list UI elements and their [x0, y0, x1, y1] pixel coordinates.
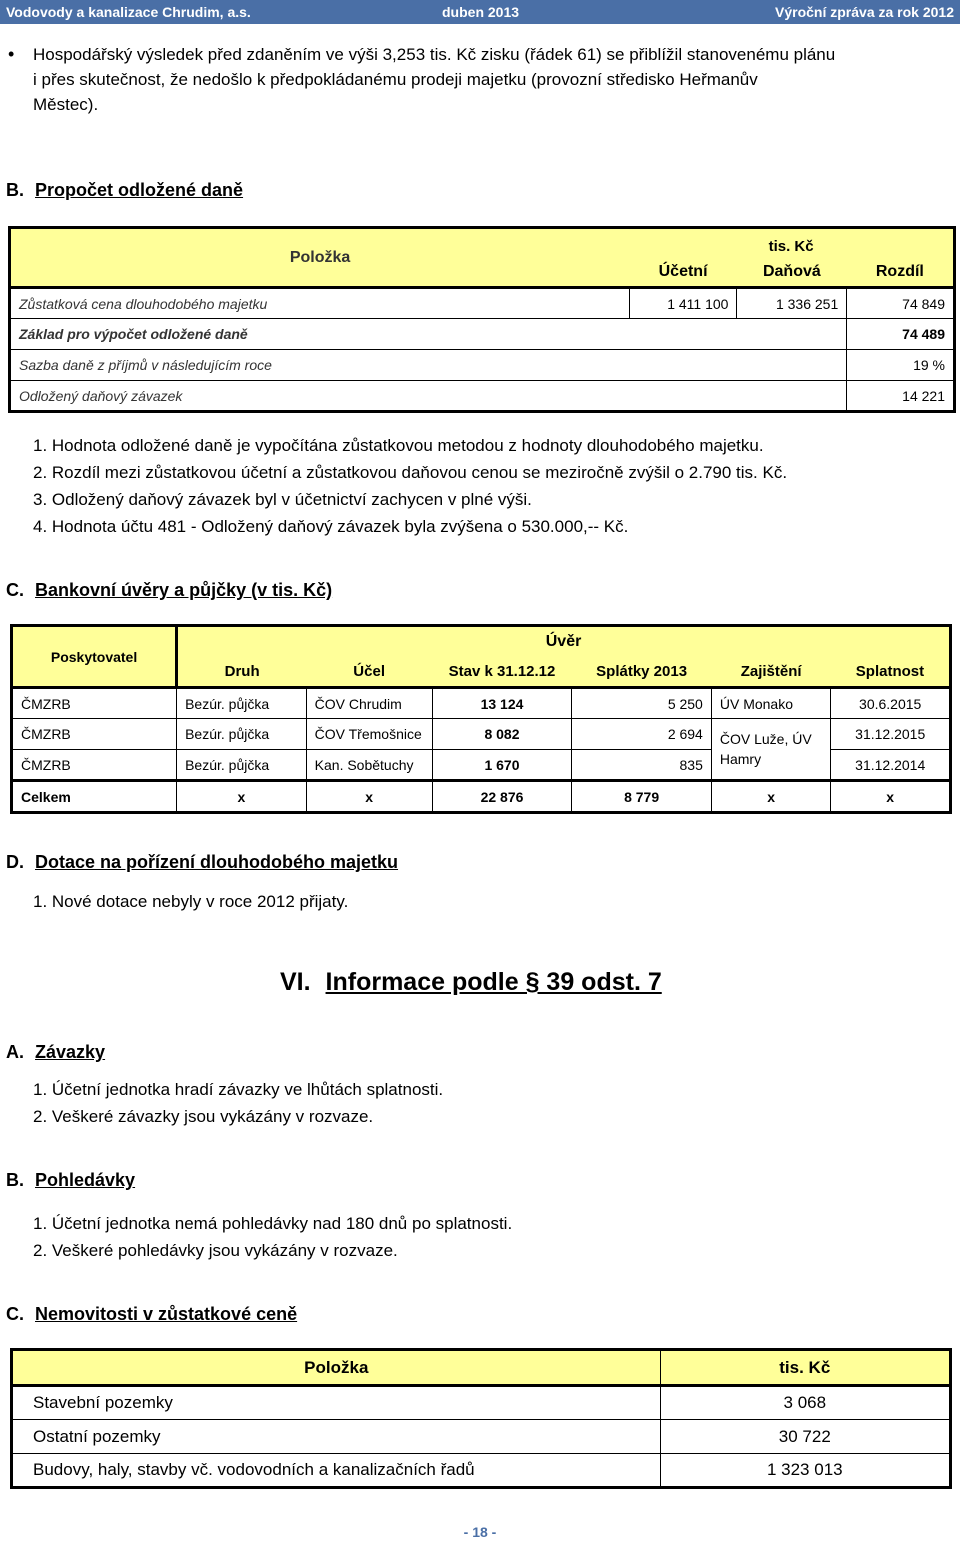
col-header-tax: Daňová [737, 258, 847, 288]
note-item: 1. Účetní jednotka nemá pohledávky nad 180 dnů po splatnosti. [33, 1214, 513, 1233]
row-label: Sazba daně z příjmů v následujícím roce [10, 350, 847, 381]
row-label: Základ pro výpočet odložené daně [10, 319, 847, 350]
row-label: Ostatní pozemky [12, 1420, 661, 1454]
note-item: 4. Hodnota účtu 481 - Odložený daňový závazek byla zvýšena o 530.000,-- Kč. [33, 517, 629, 536]
page-number: - 18 - [463, 1524, 497, 1540]
col-header-accounting: Účetní [629, 258, 737, 288]
cell-provider: ČMZRB [12, 750, 177, 781]
section-a2-heading [6, 1042, 105, 1063]
cell-payment: 835 [572, 750, 712, 781]
row-value: 3 068 [660, 1386, 950, 1420]
total-balance: 22 876 [432, 781, 572, 813]
unit-label: tis. Kč [629, 228, 954, 258]
cell-purpose: Kan. Sobětuchy [306, 750, 432, 781]
col-header-loan-group: Úvěr [177, 626, 951, 658]
table-row [10, 350, 955, 381]
header-company: Vodovody a kanalizace Chrudim, a.s. [6, 4, 251, 20]
section-a2-notes [33, 1076, 443, 1130]
cell-purpose: ČOV Třemošnice [306, 719, 432, 750]
col-header-security: Zajištění [711, 658, 831, 688]
header-report-title: Výroční zpráva za rok 2012 [775, 4, 954, 20]
row-label: Zůstatková cena dlouhodobého majetku [10, 288, 630, 319]
table-row [10, 288, 955, 319]
note-item: 2. Rozdíl mezi zůstatkovou účetní a zůstatkovou daňovou cenou se meziročně zvýšil o 2.790 tis. Kč. [33, 463, 788, 482]
section-c-title: Bankovní úvěry a půjčky (v tis. Kč) [35, 580, 333, 600]
section-b-letter: B. [6, 180, 24, 200]
col-header-item: Položka [12, 1350, 661, 1386]
cell-type: Bezúr. půjčka [177, 719, 307, 750]
total-purpose: x [306, 781, 432, 813]
row-label: Odložený daňový závazek [10, 381, 847, 412]
cell-balance: 13 124 [432, 688, 572, 719]
section-b2-notes [33, 1210, 512, 1264]
row-difference: 74 849 [847, 288, 955, 319]
section-b-heading [6, 180, 243, 201]
section-b2-title: Pohledávky [35, 1170, 136, 1190]
section-d-letter: D. [6, 852, 24, 872]
row-difference: 14 221 [847, 381, 955, 412]
bank-loans-table [10, 624, 952, 814]
section-b2-heading [6, 1170, 135, 1191]
row-label: Stavební pozemky [12, 1386, 661, 1420]
note-item: 2. Veškeré pohledávky jsou vykázány v rozvaze. [33, 1241, 398, 1260]
security-line-2: Hamry [719, 751, 762, 767]
row-value: 30 722 [660, 1420, 950, 1454]
table-row [12, 1454, 951, 1488]
total-row [12, 781, 951, 813]
section-d-title: Dotace na pořízení dlouhodobého majetku [35, 852, 399, 872]
note-item: 2. Veškeré závazky jsou vykázány v rozvaze. [33, 1107, 374, 1126]
cell-balance: 8 082 [432, 719, 572, 750]
col-header-purpose: Účel [306, 658, 432, 688]
total-payment: 8 779 [572, 781, 712, 813]
col-header-provider: Poskytovatel [12, 626, 177, 688]
col-header-type: Druh [177, 658, 307, 688]
row-accounting: 1 411 100 [629, 288, 737, 319]
section-a2-title: Závazky [35, 1042, 106, 1062]
intro-line-3: Městec). [33, 95, 99, 114]
section-a2-letter: A. [6, 1042, 24, 1062]
cell-payment: 2 694 [572, 719, 712, 750]
section-b-notes [33, 432, 787, 540]
cell-security: ÚV Monako [711, 688, 831, 719]
intro-paragraph [33, 42, 953, 117]
table-row [12, 688, 951, 719]
cell-type: Bezúr. půjčka [177, 750, 307, 781]
cell-due: 30.6.2015 [831, 688, 951, 719]
section-c-letter: C. [6, 580, 24, 600]
table-row [12, 1420, 951, 1454]
row-difference: 74 489 [847, 319, 955, 350]
row-tax: 1 336 251 [737, 288, 847, 319]
section-c-heading [6, 580, 332, 601]
cell-provider: ČMZRB [12, 688, 177, 719]
cell-purpose: ČOV Chrudim [306, 688, 432, 719]
cell-balance: 1 670 [432, 750, 572, 781]
table-row [12, 1386, 951, 1420]
section-b-title: Propočet odložené daně [35, 180, 244, 200]
table-row [10, 381, 955, 412]
total-type: x [177, 781, 307, 813]
note-item: 1. Účetní jednotka hradí závazky ve lhůtách splatnosti. [33, 1080, 444, 1099]
chapter-title: Informace podle § 39 odst. 7 [325, 968, 662, 996]
chapter-vi-heading [280, 968, 662, 997]
col-header-value: tis. Kč [660, 1350, 950, 1386]
cell-type: Bezúr. půjčka [177, 688, 307, 719]
cell-due: 31.12.2014 [831, 750, 951, 781]
note-item: 1. Hodnota odložené daně je vypočítána zůstatkovou metodou z hodnoty dlouhodobého majetku. [33, 436, 764, 455]
header-date: duben 2013 [442, 4, 520, 20]
bullet-icon: • [8, 44, 15, 64]
table-row [12, 719, 951, 750]
section-c2-letter: C. [6, 1304, 24, 1324]
section-c2-heading [6, 1304, 297, 1325]
col-header-balance: Stav k 31.12.12 [432, 658, 572, 688]
row-difference: 19 % [847, 350, 955, 381]
col-header-difference: Rozdíl [847, 258, 955, 288]
row-value: 1 323 013 [660, 1454, 950, 1488]
col-header-payments: Splátky 2013 [572, 658, 712, 688]
total-due: x [831, 781, 951, 813]
section-c2-title: Nemovitosti v zůstatkové ceně [35, 1304, 298, 1324]
chapter-number: VI. [280, 968, 311, 996]
intro-line-2: i přes skutečnost, že nedošlo k předpokládanému prodeji majetku (provozní středisko Heřmanův [33, 70, 758, 89]
col-header-item: Položka [10, 228, 630, 288]
intro-line-1: Hospodářský výsledek před zdaněním ve výši 3,253 tis. Kč zisku (řádek 61) se přiblížil stanovenému plánu [33, 45, 836, 64]
row-label: Budovy, haly, stavby vč. vodovodních a kanalizačních řadů [12, 1454, 661, 1488]
cell-payment: 5 250 [572, 688, 712, 719]
note-item: 3. Odložený daňový závazek byl v účetnictví zachycen v plné výši. [33, 490, 532, 509]
cell-provider: ČMZRB [12, 719, 177, 750]
security-line-1: ČOV Luže, ÚV [719, 731, 812, 747]
total-label: Celkem [12, 781, 177, 813]
table-row [10, 319, 955, 350]
col-header-due: Splatnost [831, 658, 951, 688]
section-d-note: 1. Nové dotace nebyly v roce 2012 přijaty. [33, 892, 349, 911]
cell-due: 31.12.2015 [831, 719, 951, 750]
total-security: x [711, 781, 831, 813]
section-b2-letter: B. [6, 1170, 24, 1190]
cell-security-merged [711, 719, 831, 781]
deferred-tax-table [8, 226, 956, 413]
section-d-heading [6, 852, 398, 873]
page-header [0, 0, 960, 24]
real-estate-table [10, 1348, 952, 1489]
